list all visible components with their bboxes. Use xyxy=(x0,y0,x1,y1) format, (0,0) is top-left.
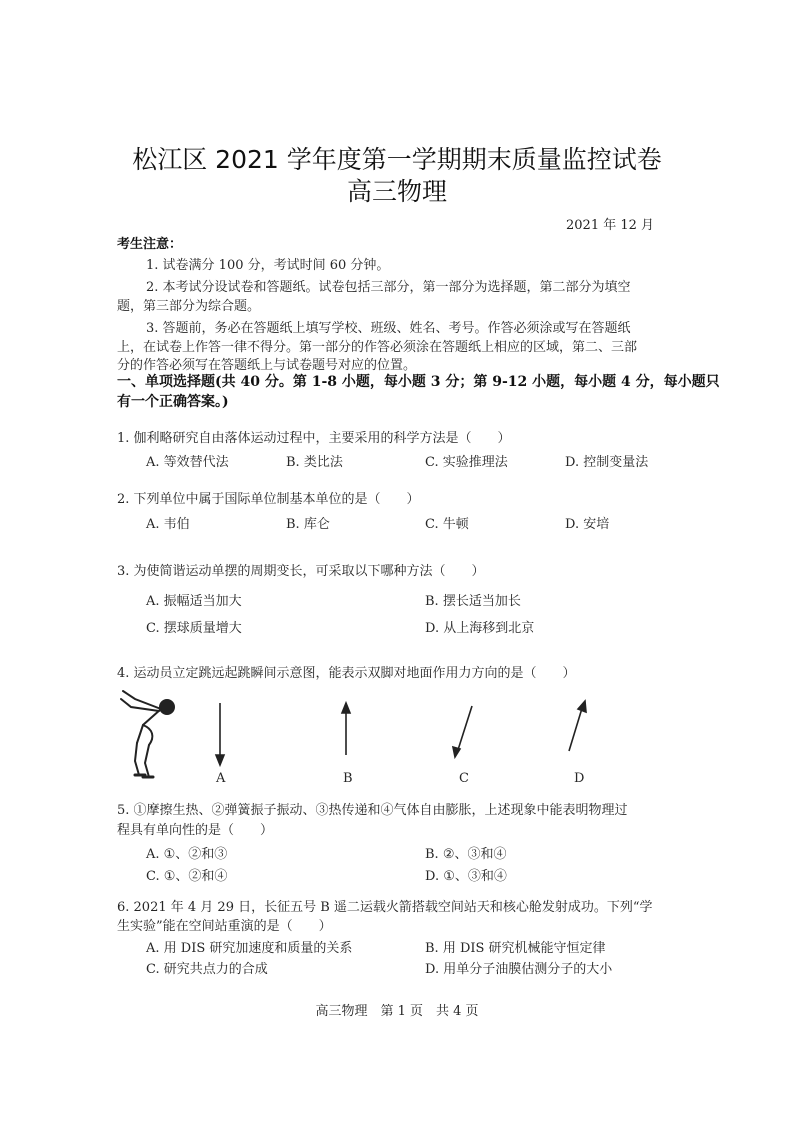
question-5-stem-cont: 程具有单向性的是（ ） xyxy=(117,823,274,838)
question-2-option-b: B. 库仑 xyxy=(286,517,330,532)
question-6-stem-cont: 生实验”能在空间站重演的是（ ） xyxy=(117,919,332,934)
question-4-option-a: A xyxy=(216,771,226,786)
question-1-option-c: C. 实验推理法 xyxy=(425,455,508,470)
arrow-d xyxy=(569,701,586,751)
notice-line: 分的作答必须写在答题纸上与试卷题号对应的位置。 xyxy=(117,358,417,373)
question-4-stem: 4. 运动员立定跳远起跳瞬间示意图，能表示双脚对地面作用力方向的是（ ） xyxy=(117,666,576,681)
jumper-figure xyxy=(121,691,174,777)
section-heading-cont: 有一个正确答案。) xyxy=(117,394,229,410)
question-2-option-c: C. 牛顿 xyxy=(425,517,469,532)
exam-date: 2021 年 12 月 xyxy=(566,218,655,233)
notice-heading: 考生注意： xyxy=(117,237,183,252)
question-4-option-d: D xyxy=(574,771,585,786)
exam-subtitle: 高三物理 xyxy=(346,177,447,206)
section-heading: 一、单项选择题(共 40 分。第 1-8 小题，每小题 3 分；第 9-12 小题，每小题 4 分，每小题只 xyxy=(117,374,720,390)
notice-line: 题，第三部分为综合题。 xyxy=(117,299,261,314)
question-1-stem: 1. 伽利略研究自由落体运动过程中，主要采用的科学方法是（ ） xyxy=(117,431,511,446)
question-5-stem: 5. ①摩擦生热、②弹簧振子振动、③热传递和④气体自由膨胀，上述现象中能表明物理过 xyxy=(117,803,628,818)
question-1-option-a: A. 等效替代法 xyxy=(146,455,229,470)
question-5-option-c: C. ①、②和④ xyxy=(146,869,228,884)
notice-line: 2. 本考试分设试卷和答题纸。试卷包括三部分，第一部分为选择题，第二部分为填空 xyxy=(146,280,631,295)
question-3-option-c: C. 摆球质量增大 xyxy=(146,621,242,636)
exam-title: 松江区 2021 学年度第一学期期末质量监控试卷 xyxy=(132,145,662,174)
question-2-option-d: D. 安培 xyxy=(565,517,610,532)
question-3-option-d: D. 从上海移到北京 xyxy=(425,621,535,636)
page-footer: 高三物理 第 1 页 共 4 页 xyxy=(315,1004,479,1019)
arrow-b xyxy=(342,703,350,755)
notice-line: 3. 答题前，务必在答题纸上填写学校、班级、姓名、考号。作答必须涂或写在答题纸 xyxy=(146,321,631,336)
arrow-a xyxy=(216,703,224,765)
question-1-option-b: B. 类比法 xyxy=(286,455,343,470)
question-6-option-c: C. 研究共点力的合成 xyxy=(146,962,268,977)
question-6-stem: 6. 2021 年 4 月 29 日，长征五号 B 遥二运载火箭搭载空间站天和核心舱发射成功。下列“学 xyxy=(117,900,653,915)
question-3-option-a: A. 振幅适当加大 xyxy=(146,594,242,609)
arrow-c xyxy=(453,706,472,757)
question-6-option-d: D. 用单分子油膜估测分子的大小 xyxy=(425,962,613,977)
question-1-option-d: D. 控制变量法 xyxy=(565,455,649,470)
question-5-option-a: A. ①、②和③ xyxy=(146,847,228,862)
question-6-option-a: A. 用 DIS 研究加速度和质量的关系 xyxy=(146,941,353,956)
notice-line: 上，在试卷上作答一律不得分。第一部分的作答必须涂在答题纸上相应的区域，第二、三部 xyxy=(117,340,638,355)
question-2-stem: 2. 下列单位中属于国际单位制基本单位的是（ ） xyxy=(117,492,420,507)
question-4-option-c: C xyxy=(459,771,469,786)
notice-line: 1. 试卷满分 100 分，考试时间 60 分钟。 xyxy=(146,258,390,273)
question-2-option-a: A. 韦伯 xyxy=(146,517,190,532)
question-3-option-b: B. 摆长适当加长 xyxy=(425,594,521,609)
question-5-option-b: B. ②、③和④ xyxy=(425,847,507,862)
question-6-option-b: B. 用 DIS 研究机械能守恒定律 xyxy=(425,941,606,956)
question-5-option-d: D. ①、③和④ xyxy=(425,869,507,884)
question-3-stem: 3. 为使简谐运动单摆的周期变长，可采取以下哪种方法（ ） xyxy=(117,564,485,579)
question-4-figure xyxy=(115,685,675,785)
question-4-option-b: B xyxy=(343,771,353,786)
